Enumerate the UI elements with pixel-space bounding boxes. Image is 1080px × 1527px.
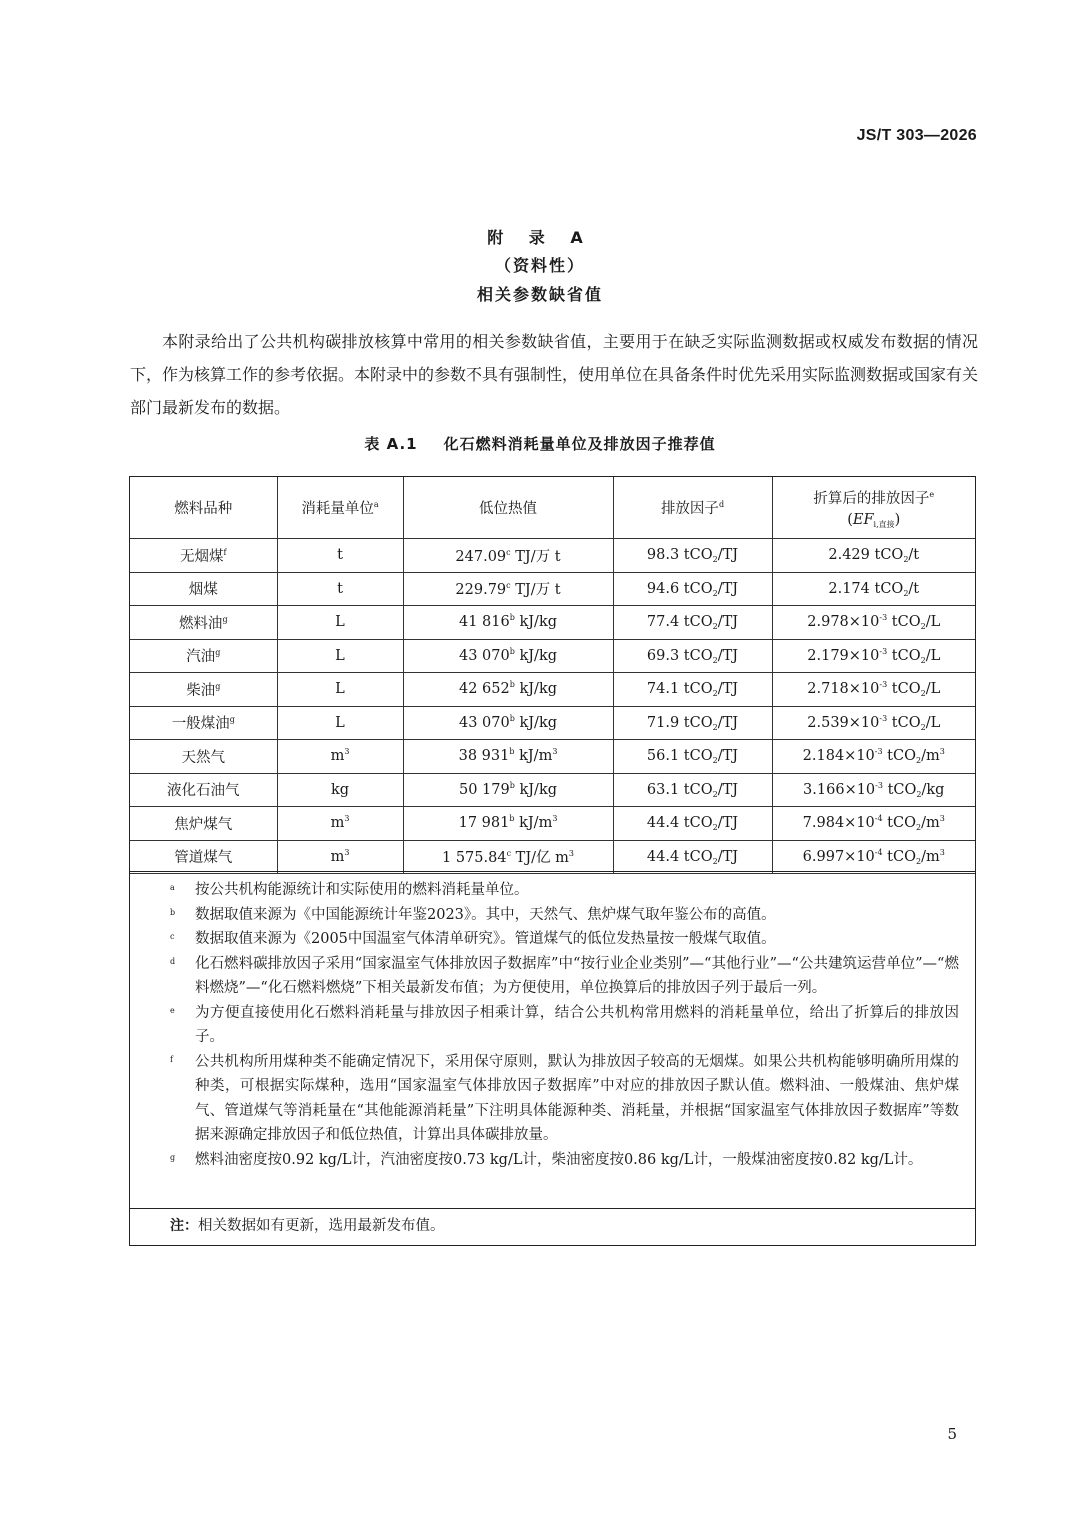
cell-unit: $m^3$ xyxy=(277,840,403,874)
cell-heat: 38 931$^b$ $kJ/m^3$ xyxy=(403,740,613,774)
table-note xyxy=(170,1050,959,1148)
table-row xyxy=(130,673,975,707)
table-number: 表 A.1 xyxy=(364,435,418,453)
note-marker: e xyxy=(170,1005,175,1015)
note-marker: c xyxy=(170,932,175,941)
cell-fuel: 燃料油$^g$ xyxy=(130,606,277,640)
note-text: 化石燃料碳排放因子采用“国家温室气体排放因子数据库”中“按行业企业类别”—“其他行业”—“公共建筑运营单位”—“燃料燃烧”—“化石燃料燃烧”下相关最新发布值；为方便使用，单位换算后的排放因子列于最后一列。 xyxy=(195,955,959,996)
cell-converted: $7.984\times 10^{-4}$ $tCO_2/m^3$ xyxy=(772,807,975,841)
cell-heat: 42 652$^b$ kJ/kg xyxy=(403,673,613,707)
standard-code: JS/T 303—2026 xyxy=(856,127,977,144)
cell-converted: $2.978\times 10^{-3}$ tCO$_2$/L xyxy=(772,606,975,640)
note-text: 为方便直接使用化石燃料消耗量与排放因子相乘计算，结合公共机构常用燃料的消耗量单位，给出了折算后的排放因子。 xyxy=(195,1004,959,1045)
cell-fuel: 无烟煤$^f$ xyxy=(130,539,277,573)
note-marker: a xyxy=(170,883,175,892)
cell-unit: $m^3$ xyxy=(277,740,403,774)
cell-unit: $m^3$ xyxy=(277,807,403,841)
table-row xyxy=(130,773,975,807)
cell-factor: 71.9 tCO$_2$/TJ xyxy=(613,706,772,740)
cell-heat: 43 070$^b$ kJ/kg xyxy=(403,706,613,740)
cell-converted: 2.174 tCO$_2$/t xyxy=(772,572,975,606)
cell-heat: 41 816$^b$ kJ/kg xyxy=(403,606,613,640)
note-marker: b xyxy=(170,907,176,917)
cell-fuel: 烟煤 xyxy=(130,572,277,606)
table-note xyxy=(170,903,959,928)
table-row xyxy=(130,706,975,740)
cell-converted: 2.429 tCO$_2$/t xyxy=(772,539,975,573)
cell-heat: 17 981$^b$ $kJ/m^3$ xyxy=(403,807,613,841)
cell-converted: $2.179\times 10^{-3}$ tCO$_2$/L xyxy=(772,639,975,673)
cell-fuel: 天然气 xyxy=(130,740,277,774)
cell-unit: L xyxy=(277,606,403,640)
appendix-title: 相关参数缺省值 xyxy=(476,285,603,304)
cell-factor: 94.6 tCO$_2$/TJ xyxy=(613,572,772,606)
cell-factor: 77.4 tCO$_2$/TJ xyxy=(613,606,772,640)
table-footnote: 注：相关数据如有更新，选用最新发布值。 xyxy=(130,1208,975,1245)
table-row xyxy=(130,740,975,774)
table-note xyxy=(170,952,959,1001)
cell-factor: 44.4 tCO$_2$/TJ xyxy=(613,807,772,841)
table-row xyxy=(130,840,975,874)
table-note xyxy=(170,927,959,952)
cell-factor: 74.1 tCO$_2$/TJ xyxy=(613,673,772,707)
table-header-row xyxy=(130,477,975,539)
cell-converted: $2.184\times 10^{-3}$ $tCO_2/m^3$ xyxy=(772,740,975,774)
appendix-nature: （资料性） xyxy=(494,256,585,275)
note-text: 公共机构所用煤种类不能确定情况下，采用保守原则，默认为排放因子较高的无烟煤。如果公共机构能够明确所用煤的种类，可根据实际煤种，选用“国家温室气体排放因子数据库”中对应的排放因子默认值。燃料油、一般煤油、焦炉煤气、管道煤气等消耗量在“其他能源消耗量”下注明具体能源种类、消耗量，并根据“国家温室气体排放因子数据库”等数据来源确定排放因子和低位热值，计算出具体碳排放量。 xyxy=(195,1053,959,1143)
table-title: 化石燃料消耗量单位及排放因子推荐值 xyxy=(443,435,716,453)
cell-factor: 98.3 tCO$_2$/TJ xyxy=(613,539,772,573)
cell-unit: L xyxy=(277,706,403,740)
cell-fuel: 汽油$^g$ xyxy=(130,639,277,673)
table-row xyxy=(130,639,975,673)
note-text: 数据取值来源为《中国能源统计年鉴2023》。其中，天然气、焦炉煤气取年鉴公布的高值。 xyxy=(195,906,776,923)
cell-converted: $3.166\times 10^{-3}$ tCO$_2$/kg xyxy=(772,773,975,807)
cell-unit: kg xyxy=(277,773,403,807)
header-fuel: 燃料品种 xyxy=(130,477,277,539)
table-note xyxy=(170,1001,959,1050)
cell-fuel: 一般煤油$^g$ xyxy=(130,706,277,740)
cell-fuel: 管道煤气 xyxy=(130,840,277,874)
header-heat: 低位热值 xyxy=(403,477,613,539)
table-note xyxy=(170,878,959,903)
cell-converted: $2.539\times 10^{-3}$ tCO$_2$/L xyxy=(772,706,975,740)
header-factor: 排放因子$^d$ xyxy=(613,477,772,539)
cell-converted: $6.997\times 10^{-4}$ $tCO_2/m^3$ xyxy=(772,840,975,874)
cell-unit: t xyxy=(277,572,403,606)
table-row xyxy=(130,572,975,606)
note-marker: f xyxy=(170,1054,173,1064)
note-marker: d xyxy=(170,956,176,966)
cell-factor: 69.3 tCO$_2$/TJ xyxy=(613,639,772,673)
table-row xyxy=(130,606,975,640)
cell-heat: 229.79$^c$ TJ/万 t xyxy=(403,572,613,606)
cell-fuel: 焦炉煤气 xyxy=(130,807,277,841)
cell-factor: 63.1 tCO$_2$/TJ xyxy=(613,773,772,807)
fuel-table xyxy=(130,477,975,874)
cell-factor: 44.4 tCO$_2$/TJ xyxy=(613,840,772,874)
table-note xyxy=(170,1148,959,1173)
note-text: 按公共机构能源统计和实际使用的燃料消耗量单位。 xyxy=(195,882,529,898)
cell-heat: 43 070$^b$ kJ/kg xyxy=(403,639,613,673)
note-marker: g xyxy=(170,1152,176,1162)
intro-paragraph: 本附录给出了公共机构碳排放核算中常用的相关参数缺省值，主要用于在缺乏实际监测数据或权威发布数据的情况下，作为核算工作的参考依据。本附录中的参数不具有强制性，使用单位在具备条件时优先采用实际监测数据或国家有关部门最新发布的数据。 xyxy=(130,332,979,417)
table-row xyxy=(130,807,975,841)
cell-heat: 50 179$^b$ kJ/kg xyxy=(403,773,613,807)
header-unit: 消耗量单位$^a$ xyxy=(277,477,403,539)
note-text: 数据取值来源为《2005中国温室气体清单研究》。管道煤气的低位发热量按一般煤气取值。 xyxy=(195,931,776,947)
cell-unit: t xyxy=(277,539,403,573)
table-caption xyxy=(0,433,1080,454)
note-text: 燃料油密度按0.92 kg/L计，汽油密度按0.73 kg/L计，柴油密度按0.86 kg/L计，一般煤油密度按0.82 kg/L计。 xyxy=(195,1151,923,1168)
cell-factor: 56.1 tCO$_2$/TJ xyxy=(613,740,772,774)
table-frame xyxy=(129,476,976,1246)
page-number: 5 xyxy=(947,1425,957,1443)
header-converted: 折算后的排放因子$^e$ $(EF_{i,直接})$ xyxy=(772,477,975,539)
cell-fuel: 液化石油气 xyxy=(130,773,277,807)
table-row xyxy=(130,539,975,573)
appendix-label: 附 录 A xyxy=(487,228,593,247)
cell-converted: $2.718\times 10^{-3}$ tCO$_2$/L xyxy=(772,673,975,707)
cell-heat: 1 575.84$^c$ TJ/亿 $m^3$ xyxy=(403,840,613,874)
table-notes xyxy=(130,871,975,1172)
cell-fuel: 柴油$^g$ xyxy=(130,673,277,707)
cell-heat: 247.09$^c$ TJ/万 t xyxy=(403,539,613,573)
cell-unit: L xyxy=(277,673,403,707)
cell-unit: L xyxy=(277,639,403,673)
